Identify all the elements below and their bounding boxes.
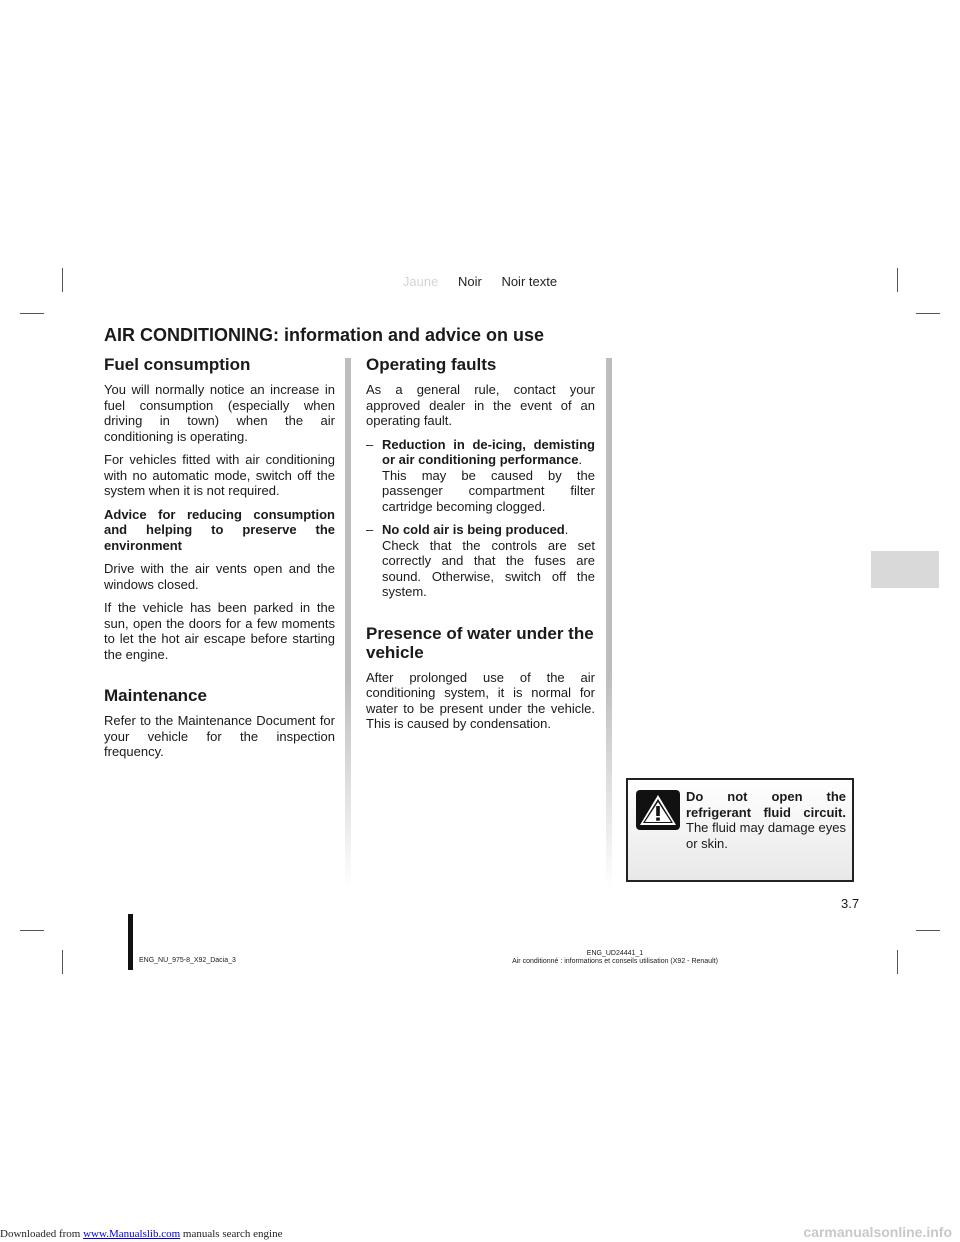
crop-mark — [20, 313, 44, 314]
warning-bold-text: Do not open the refrigerant fluid circuit. — [686, 789, 846, 820]
page-number: 3.7 — [841, 896, 860, 911]
crop-mark — [62, 950, 63, 974]
warning-plain-text: The fluid may damage eyes or skin. — [686, 820, 846, 851]
column-separator — [345, 358, 351, 888]
faults-intro: As a general rule, contact your approved dealer in the event of an operating fault. — [366, 382, 595, 428]
fault-item — [366, 437, 595, 515]
manualslib-link[interactable]: www.Manualslib.com — [83, 1228, 181, 1240]
crop-mark — [916, 930, 940, 931]
label-noir-texte: Noir texte — [501, 274, 558, 289]
fault-item — [366, 522, 595, 600]
page-title: AIR CONDITIONING: information and advice on use — [104, 325, 545, 345]
fault-title: No cold air is being produced — [382, 522, 565, 537]
column-middle — [366, 355, 595, 740]
footer-left-code: ENG_NU_975-8_X92_Dacia_3 — [139, 957, 236, 964]
watermark: carmanualsonline.info — [803, 1224, 952, 1240]
footer-right-line-1: ENG_UD24441_1 — [586, 950, 644, 957]
crop-mark — [897, 950, 898, 974]
download-credit — [0, 1228, 282, 1240]
crop-mark — [20, 930, 44, 931]
warning-triangle-icon — [636, 790, 680, 830]
download-suffix: manuals search engine — [180, 1228, 283, 1240]
maintenance-heading: Maintenance — [104, 686, 207, 705]
dash: – — [366, 436, 374, 452]
advice-paragraph-1: Drive with the air vents open and the windows closed. — [104, 561, 335, 592]
warning-text — [686, 789, 846, 851]
fault-title: Reduction in de-icing, demisting or air conditioning performance — [382, 436, 595, 467]
fault-text: Check that the controls are set correctly and that the fuses are sound. Otherwise, switch off the system. — [382, 537, 595, 599]
fault-text: This may be caused by the passenger compartment filter cartridge becoming clogged. — [382, 467, 595, 514]
label-noir: Noir — [457, 274, 482, 289]
fault-period: . — [578, 452, 583, 467]
color-separation-labels — [0, 274, 960, 289]
water-paragraph: After prolonged use of the air conditioning system, it is normal for water to be present under the vehicle. This is caused by condensation. — [366, 669, 595, 731]
operating-faults-heading: Operating faults — [366, 355, 497, 374]
footer-right — [470, 950, 760, 966]
fault-period: . — [564, 522, 569, 537]
section-tab-marker — [871, 551, 939, 588]
water-heading: Presence of water under the vehicle — [366, 623, 594, 662]
fuel-paragraph-1: You will normally notice an increase in fuel consumption (especially when driving in town) when the air conditioning is operating. — [104, 382, 335, 444]
warning-box — [626, 778, 854, 882]
crop-mark — [916, 313, 940, 314]
advice-heading: Advice for reducing consumption and helping to preserve the environment — [104, 506, 335, 553]
advice-paragraph-2: If the vehicle has been parked in the sun, open the doors for a few moments to let the hot air escape before starting the engine. — [104, 600, 335, 662]
margin-bar — [128, 914, 133, 970]
column-left — [104, 355, 335, 768]
footer-right-line-2: Air conditionné : informations et conseils utilisation (X92 - Renault) — [512, 958, 718, 965]
fuel-consumption-heading: Fuel consumption — [104, 355, 251, 374]
label-jaune: Jaune — [402, 274, 439, 289]
maintenance-paragraph: Refer to the Maintenance Document for your vehicle for the inspection frequency. — [104, 713, 335, 759]
column-separator — [606, 358, 612, 888]
download-prefix: Downloaded from — [0, 1228, 84, 1240]
dash: – — [366, 522, 374, 537]
fuel-paragraph-2: For vehicles fitted with air conditioning with no automatic mode, switch off the system when it is not required. — [104, 452, 335, 498]
